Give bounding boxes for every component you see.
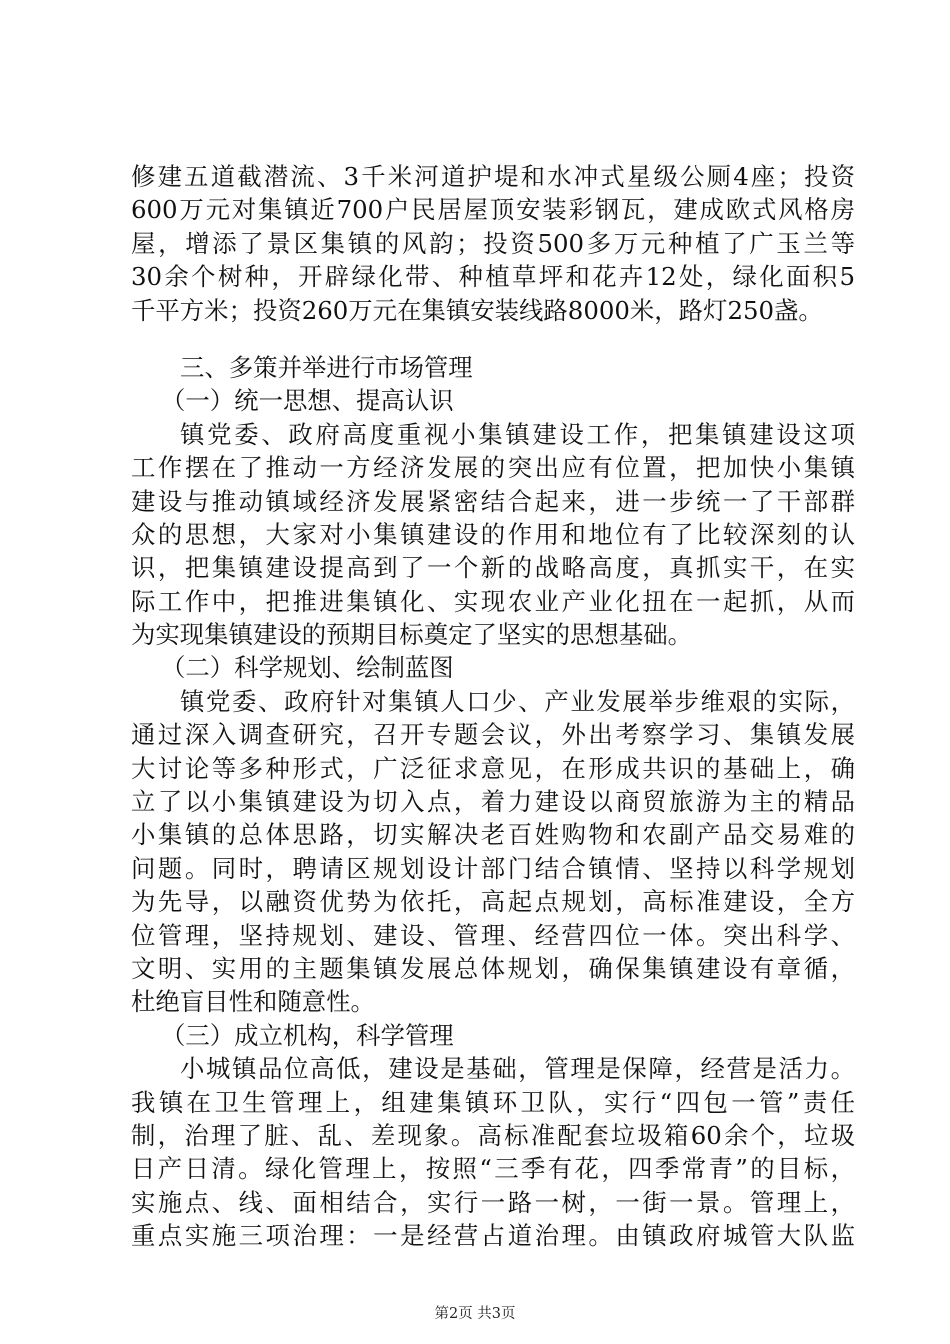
text-line: 建设与推动镇域经济发展紧密结合起来，进一步统一了干部群 xyxy=(131,486,855,516)
text-line: 重点实施三项治理：一是经营占道治理。由镇政府城管大队监 xyxy=(131,1221,855,1251)
text-line: 大讨论等多种形式，广泛征求意见，在形成共识的基础上，确 xyxy=(131,753,855,783)
text-line: 日产日清。绿化管理上，按照“三季有花，四季常青”的目标， xyxy=(131,1154,855,1184)
section-heading: 三、多策并举进行市场管理 xyxy=(180,352,473,382)
paragraph-gap xyxy=(131,327,855,351)
text-line: 位管理，坚持规划、建设、管理、经营四位一体。突出科学、 xyxy=(131,920,855,950)
document-body xyxy=(131,160,855,1253)
text-line: 立了以小集镇建设为切入点，着力建设以商贸旅游为主的精品 xyxy=(131,787,855,817)
text-line: 实施点、线、面相结合，实行一路一树，一街一景。管理上， xyxy=(131,1187,855,1217)
intro-paragraph xyxy=(131,160,855,327)
text-line: 制，治理了脏、乱、差现象。高标准配套垃圾箱60余个，垃圾 xyxy=(131,1120,855,1150)
text-line: 为实现集镇建设的预期目标奠定了坚实的思想基础。 xyxy=(131,620,692,650)
text-line: 镇党委、政府高度重视小集镇建设工作，把集镇建设这项 xyxy=(180,419,855,449)
subsection-paragraph xyxy=(131,685,855,1019)
text-line: 为先导，以融资优势为依托，高起点规划，高标准建设，全方 xyxy=(131,887,855,917)
text-line: 问题。同时，聘请区规划设计部门结合镇情、坚持以科学规划 xyxy=(131,853,855,883)
subsection-paragraph xyxy=(131,1052,855,1252)
text-line: 通过深入调查研究，召开专题会议，外出考察学习、集镇发展 xyxy=(131,720,855,750)
text-line: 千平方米；投资260万元在集镇安装线路8000米，路灯250盏。 xyxy=(131,295,823,325)
text-line: 文明、实用的主题集镇发展总体规划，确保集镇建设有章循， xyxy=(131,953,855,983)
subsection-heading: （一）统一思想、提高认识 xyxy=(161,386,454,416)
text-line: 30余个树种，开辟绿化带、种植草坪和花卉12处，绿化面积5 xyxy=(131,262,855,292)
text-line: 小城镇品位高低，建设是基础，管理是保障，经营是活力。 xyxy=(180,1054,855,1084)
text-line: 修建五道截潜流、3千米河道护堤和水冲式星级公厕4座；投资 xyxy=(131,162,855,191)
text-line: 我镇在卫生管理上，组建集镇环卫队，实行“四包一管”责任 xyxy=(131,1087,855,1117)
subsection-heading: （三）成立机构，科学管理 xyxy=(161,1020,454,1050)
text-line: 识，把集镇建设提高到了一个新的战略高度，真抓实干，在实 xyxy=(131,553,855,583)
subsection-paragraph xyxy=(131,418,855,652)
text-line: 众的思想，大家对小集镇建设的作用和地位有了比较深刻的认 xyxy=(131,519,855,549)
text-line: 600万元对集镇近700户民居屋顶安装彩钢瓦，建成欧式风格房 xyxy=(131,195,855,225)
subsection-heading: （二）科学规划、绘制蓝图 xyxy=(161,653,454,683)
text-line: 屋，增添了景区集镇的风韵；投资500多万元种植了广玉兰等 xyxy=(131,228,855,258)
text-line: 际工作中，把推进集镇化、实现农业产业化扭在一起抓，从而 xyxy=(131,586,855,616)
text-line: 工作摆在了推动一方经济发展的突出应有位置，把加快小集镇 xyxy=(131,453,855,483)
page-footer: 第2页 共3页 xyxy=(434,1306,516,1322)
text-line: 镇党委、政府针对集镇人口少、产业发展举步维艰的实际， xyxy=(180,686,855,716)
text-line: 小集镇的总体思路，切实解决老百姓购物和农副产品交易难的 xyxy=(131,820,855,850)
text-line: 杜绝盲目性和随意性。 xyxy=(131,987,375,1017)
